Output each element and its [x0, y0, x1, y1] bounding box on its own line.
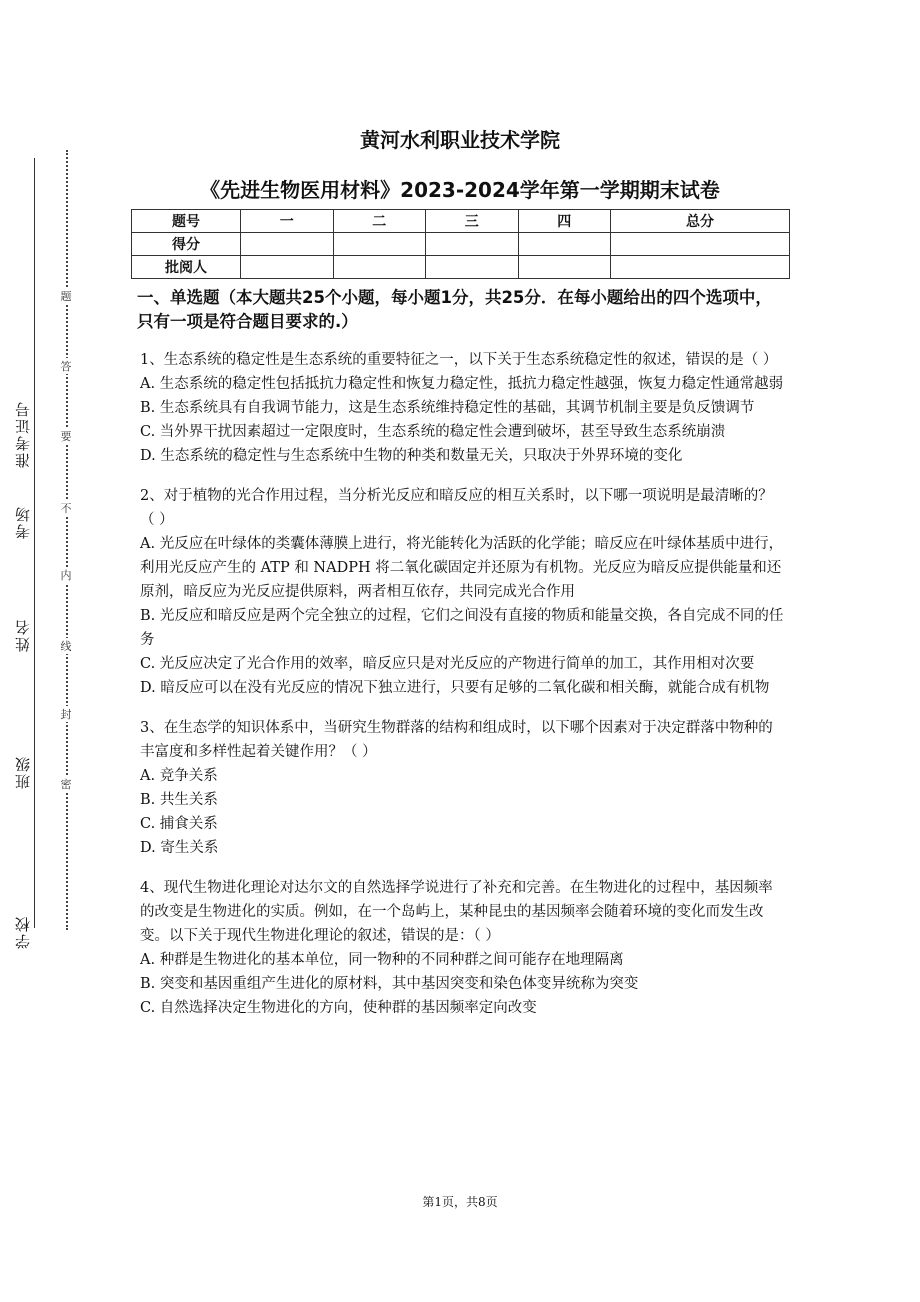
- exam-number-label: 准考证号: [14, 400, 32, 468]
- seal-char: 不: [58, 500, 74, 516]
- option-d: D. 生态系统的稳定性与生态系统中生物的种类和数量无关，只取决于外界环境的变化: [140, 448, 683, 464]
- column-header: 二: [333, 210, 426, 233]
- seal-char: 要: [58, 428, 74, 444]
- score-cell: [518, 233, 611, 256]
- exam-room-label: 考场: [14, 505, 32, 539]
- option-c: C. 捕食关系: [140, 816, 218, 832]
- exam-content: [137, 286, 785, 1020]
- question-stem: 2、对于植物的光合作用过程，当分析光反应和暗反应的相互关系时，以下哪一项说明是最清晰的？（ ）: [140, 488, 773, 528]
- option-a: A. 种群是生物进化的基本单位，同一物种的不同种群之间可能存在地理隔离: [140, 952, 624, 968]
- question-3: [140, 716, 785, 860]
- seal-char: 答: [58, 358, 74, 374]
- column-header: 四: [518, 210, 611, 233]
- score-cell: [611, 233, 790, 256]
- column-header: 一: [241, 210, 334, 233]
- option-c: C. 当外界干扰因素超过一定限度时，生态系统的稳定性会遭到破坏，甚至导致生态系统崩溃: [140, 424, 726, 440]
- grader-cell: [333, 256, 426, 279]
- option-d: D. 暗反应可以在没有光反应的情况下独立进行，只要有足够的二氧化碳和相关酶，就能合成有机物: [140, 680, 770, 696]
- exam-title: 《先进生物医用材料》2023-2024学年第一学期期末试卷: [200, 178, 720, 202]
- option-a: A. 竞争关系: [140, 768, 218, 784]
- question-1: [140, 348, 785, 468]
- name-label: 姓名: [14, 618, 32, 652]
- score-table-header-row: [132, 210, 790, 233]
- score-table: [131, 209, 790, 279]
- option-b: B. 光反应和暗反应是两个完全独立的过程，它们之间没有直接的物质和能量交换，各自完成不同的任务: [140, 608, 784, 648]
- page-footer: 第1页，共8页: [422, 1195, 498, 1209]
- row-label-score: 得分: [132, 233, 241, 256]
- column-header: 三: [426, 210, 519, 233]
- grader-cell: [426, 256, 519, 279]
- grader-cell: [241, 256, 334, 279]
- seal-char: 密: [58, 776, 74, 792]
- option-b: B. 突变和基因重组产生进化的原材料，其中基因突变和染色体变异统称为突变: [140, 976, 639, 992]
- seal-char: 封: [58, 706, 74, 722]
- class-label: 班级: [14, 755, 32, 789]
- school-label: 学校: [14, 915, 32, 949]
- grader-cell: [518, 256, 611, 279]
- class-field: [12, 755, 52, 789]
- option-c: C. 自然选择决定生物进化的方向，使种群的基因频率定向改变: [140, 1000, 537, 1016]
- exam-number-field: [12, 400, 52, 468]
- seal-char: 内: [58, 567, 74, 583]
- question-2: [140, 484, 785, 700]
- row-label-grader: 批阅人: [132, 256, 241, 279]
- binding-margin: [12, 150, 52, 950]
- seal-char: 题: [58, 288, 74, 304]
- score-cell: [333, 233, 426, 256]
- question-stem: 3、在生态学的知识体系中，当研究生物群落的结构和组成时，以下哪个因素对于决定群落中物种的丰富度和多样性起着关键作用？（ ）: [140, 720, 773, 760]
- score-cell: [426, 233, 519, 256]
- section-heading: 一、单选题（本大题共25个小题，每小题1分，共25分．在每小题给出的四个选项中，只有一项是符合题目要求的.）: [137, 288, 772, 331]
- binding-underline: [34, 158, 35, 928]
- seal-char: 线: [58, 638, 74, 654]
- option-a: A. 光反应在叶绿体的类囊体薄膜上进行，将光能转化为活跃的化学能；暗反应在叶绿体基质中进行，利用光反应产生的 ATP 和 NADPH 将二氧化碳固定并还原为有机物。光反应为暗反应提供能量和还原剂，暗反应为光反应提供原料，两者相互依存，共同完成光合作用: [140, 536, 784, 600]
- question-stem: 1、生态系统的稳定性是生态系统的重要特征之一，以下关于生态系统稳定性的叙述，错误的是（ ）: [140, 352, 778, 368]
- exam-room-field: [12, 505, 52, 539]
- option-a: A. 生态系统的稳定性包括抵抗力稳定性和恢复力稳定性，抵抗力稳定性越强，恢复力稳定性通常越弱: [140, 376, 784, 392]
- name-field: [12, 618, 52, 652]
- column-header: 总分: [611, 210, 790, 233]
- option-d: D. 寄生关系: [140, 840, 219, 856]
- option-c: C. 光反应决定了光合作用的效率，暗反应只是对光反应的产物进行简单的加工，其作用相对次要: [140, 656, 755, 672]
- grader-cell: [611, 256, 790, 279]
- row-label-question-number: 题号: [132, 210, 241, 233]
- grader-row: [132, 256, 790, 279]
- option-b: B. 生态系统具有自我调节能力，这是生态系统维持稳定性的基础，其调节机制主要是负反馈调节: [140, 400, 755, 416]
- score-row: [132, 233, 790, 256]
- school-title: 黄河水利职业技术学院: [360, 128, 560, 152]
- score-cell: [241, 233, 334, 256]
- option-b: B. 共生关系: [140, 792, 218, 808]
- question-4: [140, 876, 785, 1020]
- question-stem: 4、现代生物进化理论对达尔文的自然选择学说进行了补充和完善。在生物进化的过程中，基因频率的改变是生物进化的实质。例如，在一个岛屿上，某种昆虫的基因频率会随着环境的变化而发生改变。以下关于现代生物进化理论的叙述，错误的是：（ ）: [140, 880, 773, 944]
- school-field: [12, 915, 52, 949]
- seal-dotted-line: [66, 150, 68, 930]
